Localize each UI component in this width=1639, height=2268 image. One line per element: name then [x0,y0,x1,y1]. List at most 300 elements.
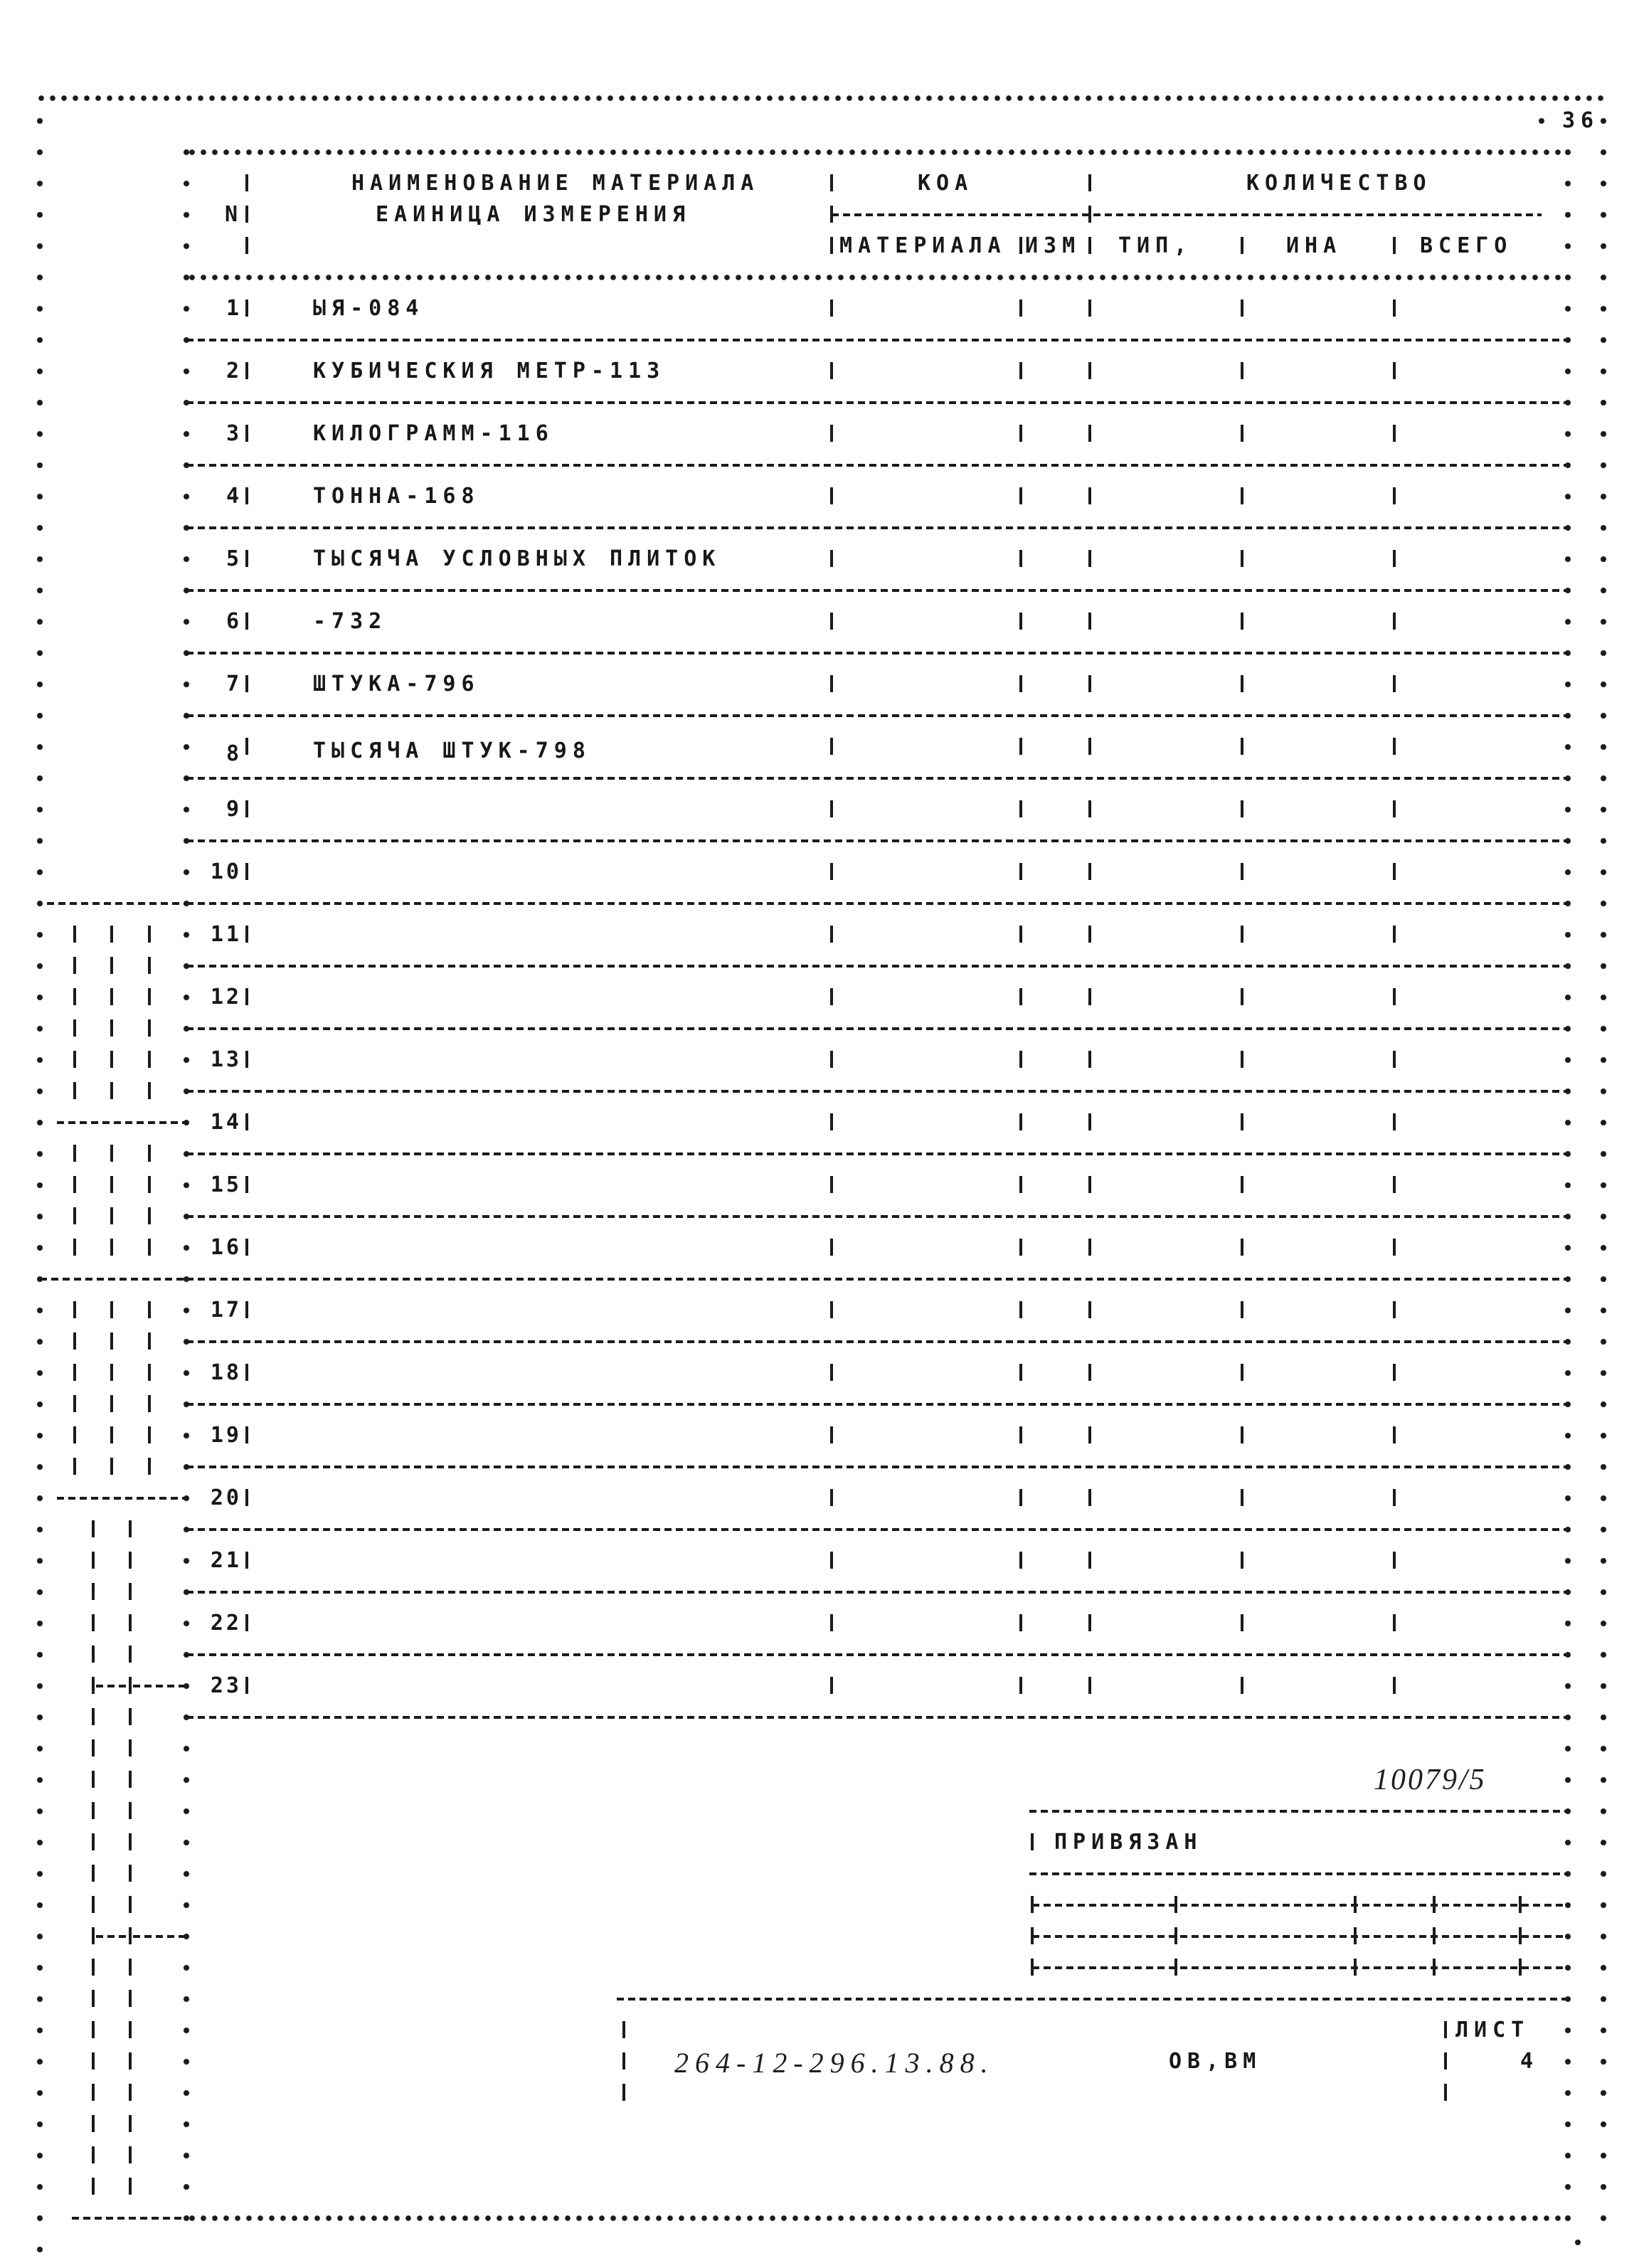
table-row-cell-bar [830,1426,833,1443]
table-row-cell-bar [830,863,833,880]
table-row-cell-bar [1088,1614,1091,1631]
page-number: 36 [1562,108,1600,133]
table-row-number: 7 [226,672,242,696]
table-row-separator [186,1027,1568,1030]
table-row-cell-bar [1241,1239,1243,1256]
table-row-cell-bar [830,550,833,567]
table-row-separator [186,714,1568,717]
table-row-number: 14 [210,1110,242,1135]
table-row-cell-bar [830,738,833,755]
binding-strip-rule [96,1935,127,1938]
table-row-number: 3 [226,421,242,446]
table-row-cell-bar [1019,1614,1022,1631]
binding-strip-rule [72,2217,186,2220]
table-row-number: 23 [210,1673,242,1698]
header-code: КОА [918,171,974,196]
table-row-cell-bar [1019,1677,1022,1694]
table-row-separator [186,902,1568,905]
table-row-material-name: ЫЯ-084 [313,296,425,321]
table-row-cell-bar [830,1113,833,1130]
table-row-cell-bar [1088,300,1091,317]
table-row-cell-bar [1393,1552,1396,1569]
table-row-cell-bar [1393,550,1396,567]
binding-strip-bar [73,1395,76,1412]
table-row-material-name: ТЫСЯЧА УСЛОВНЫХ ПЛИТОК [313,546,721,571]
binding-strip-bar [92,1646,95,1663]
table-row-cell-bar [1019,1364,1022,1381]
table-row-cell-bar [1019,1051,1022,1068]
table-row-number-bar [245,1552,248,1569]
table-row-cell-bar [1393,1051,1396,1068]
table-row-number-bar [245,487,248,504]
binding-strip-bar [129,1865,132,1882]
linked-label: ПРИВЯЗАН [1054,1830,1203,1855]
table-row-number: 15 [210,1172,242,1197]
binding-strip-bar [110,926,113,943]
table-row-number: 10 [210,859,242,884]
table-row-cell-bar [1019,1489,1022,1506]
table-row-cell-bar [1088,1051,1091,1068]
binding-strip-bar [148,1145,151,1162]
table-row-number: 17 [210,1298,242,1323]
table-row-cell-bar [1393,300,1396,317]
table-row-cell-bar [1241,1051,1243,1068]
table-row-cell-bar [830,1301,833,1318]
title-block-bar [622,2084,625,2101]
table-row-cell-bar [1241,1614,1243,1631]
binding-strip-bar [92,1614,95,1631]
binding-strip-bar [110,1458,113,1475]
binding-strip-rule [133,1935,186,1938]
title-block-bar [1444,2021,1447,2038]
table-row-cell-bar [1088,1176,1091,1193]
sheet-label: ЛИСТ [1455,2018,1530,2042]
table-row-material-name: ТЫСЯЧА ШТУК-798 [313,738,591,763]
table-row-separator [186,1215,1568,1218]
binding-strip-bar [92,1896,95,1913]
table-row-number-bar [245,1301,248,1318]
table-row-cell-bar [1393,1301,1396,1318]
table-row-number: 11 [210,922,242,947]
table-row-number: 20 [210,1485,242,1510]
table-row-cell-bar [1241,1426,1243,1443]
header-bar [1393,237,1396,254]
binding-strip-bar [73,1145,76,1162]
binding-strip-rule [40,1278,186,1281]
binding-strip-bar [129,1739,132,1756]
title-block-rule [1032,1935,1568,1938]
title-block-rule [1029,1872,1568,1875]
binding-strip-rule [57,1497,186,1500]
table-row-separator [186,526,1568,529]
table-row-cell-bar [1088,1113,1091,1130]
binding-strip-bar [148,1426,151,1443]
table-row-number-bar [245,425,248,442]
binding-strip-bar [148,1176,151,1193]
binding-strip-bar [148,1301,151,1318]
table-row-separator [186,1152,1568,1155]
table-row-cell-bar [1393,675,1396,692]
table-row-cell-bar [1019,738,1022,755]
table-row-cell-bar [1088,362,1091,379]
binding-strip-bar [110,1364,113,1381]
table-row-separator [186,1278,1568,1281]
table-row-number-bar [245,362,248,379]
page-frame-right [1600,105,1607,2234]
binding-strip-bar [73,1332,76,1350]
header-unit: ЕАИНИЦА ИЗМЕРЕНИЯ [376,202,691,227]
table-row-number-bar [245,613,248,630]
table-row-separator [186,1340,1568,1343]
table-row-cell-bar [1019,1176,1022,1193]
binding-strip-bar [73,1301,76,1318]
table-row-number: 12 [210,985,242,1010]
title-block-bar [622,2052,625,2070]
table-row-cell-bar [830,1176,833,1193]
table-row-cell-bar [830,1239,833,1256]
table-row-cell-bar [1088,1677,1091,1694]
binding-strip-bar [92,1833,95,1850]
table-row-separator [186,401,1568,404]
table-row-separator [186,589,1568,592]
table-row-number: 22 [210,1611,242,1636]
binding-strip-bar [92,1520,95,1537]
binding-strip-bar [92,1771,95,1788]
table-row-cell-bar [1393,1176,1396,1193]
table-row-number-bar [245,300,248,317]
table-row-cell-bar [1241,1176,1243,1193]
table-row-cell-bar [1019,988,1022,1005]
table-row-cell-bar [1088,1364,1091,1381]
binding-strip-bar [73,1051,76,1068]
binding-strip-bar [129,2021,132,2038]
table-row-material-name: ШТУКА-796 [313,672,480,696]
table-row-cell-bar [830,362,833,379]
binding-strip-bar [92,1802,95,1819]
table-row-cell-bar [830,1051,833,1068]
table-row-cell-bar [1241,738,1243,755]
table-row-cell-bar [1088,425,1091,442]
header-bar [245,206,248,223]
table-row-number: 13 [210,1047,242,1072]
binding-strip-bar [73,957,76,974]
table-row-number: 21 [210,1548,242,1573]
table-row-number-bar [245,738,248,755]
table-row-cell-bar [830,675,833,692]
binding-strip-bar [110,1019,113,1037]
table-row-cell-bar [1393,1614,1396,1631]
table-row-cell-bar [1019,800,1022,817]
binding-strip-bar [73,1364,76,1381]
binding-strip-bar [129,1959,132,1976]
title-block-rule [617,1998,1568,2001]
table-row-cell-bar [1393,988,1396,1005]
binding-strip-bar [129,1646,132,1663]
table-row-number-bar [245,1677,248,1694]
header-bar [1088,237,1091,254]
binding-strip-bar [148,1239,151,1256]
table-row-number-bar [245,863,248,880]
table-row-separator [186,1403,1568,1406]
header-bar [1088,174,1091,191]
binding-strip-bar [129,1771,132,1788]
table-row-cell-bar [1088,863,1091,880]
binding-strip-bar [73,1458,76,1475]
binding-strip-bar [129,1896,132,1913]
table-row-cell-bar [1088,1426,1091,1443]
table-row-cell-bar [1241,863,1243,880]
table-row-cell-bar [1088,800,1091,817]
table-row-cell-bar [1241,1677,1243,1694]
table-row-cell-bar [1393,1426,1396,1443]
table-row-cell-bar [1393,362,1396,379]
table-row-cell-bar [1019,487,1022,504]
table-row-number-bar [245,926,248,943]
table-row-cell-bar [1393,487,1396,504]
table-row-number-bar [245,1426,248,1443]
table-row-cell-bar [830,1677,833,1694]
table-row-separator [186,1466,1568,1468]
table-row-cell-bar [1241,425,1243,442]
table-row-cell-bar [1019,1301,1022,1318]
binding-strip-bar [148,1364,151,1381]
table-row-cell-bar [830,1614,833,1631]
binding-strip-rule [47,902,186,905]
binding-strip-bar [92,1708,95,1725]
table-row-separator [186,965,1568,968]
table-row-number: 6 [226,609,242,634]
binding-strip-bar [110,1332,113,1350]
table-row-cell-bar [1088,487,1091,504]
table-row-cell-bar [1241,362,1243,379]
binding-strip-bar [92,2084,95,2101]
binding-strip-bar [92,1739,95,1756]
binding-strip-bar [92,1677,95,1694]
binding-strip-bar [92,1990,95,2007]
binding-strip-bar [110,1051,113,1068]
binding-strip-bar [148,1082,151,1099]
table-row-separator [186,1716,1568,1719]
table-row-cell-bar [830,425,833,442]
binding-strip-bar [92,1583,95,1600]
table-row-cell-bar [830,988,833,1005]
table-row-cell-bar [1393,1113,1396,1130]
table-row-cell-bar [1019,926,1022,943]
table-row-separator [186,1528,1568,1531]
table-row-material-name: -732 [313,609,388,634]
table-row-cell-bar [1019,425,1022,442]
header-bar [245,174,248,191]
table-row-cell-bar [830,800,833,817]
binding-strip-bar [110,957,113,974]
header-bar [830,237,833,254]
table-row-cell-bar [1393,1489,1396,1506]
table-row-cell-bar [1088,926,1091,943]
table-row-cell-bar [830,613,833,630]
table-row-cell-bar [1241,487,1243,504]
table-row-number-bar [245,1489,248,1506]
binding-strip-bar [73,1176,76,1193]
header-quantity-total: ВСЕГО [1420,233,1513,258]
table-row-number: 9 [226,797,242,822]
binding-strip-bar [110,988,113,1005]
table-row-number: 4 [226,484,242,509]
table-row-cell-bar [1393,1677,1396,1694]
table-row-cell-bar [1241,1489,1243,1506]
table-row-number-bar [245,1113,248,1130]
binding-strip-bar [110,1301,113,1318]
table-row-separator [186,339,1568,341]
table-row-cell-bar [1088,1239,1091,1256]
binding-strip-bar [148,926,151,943]
table-row-cell-bar [830,1552,833,1569]
binding-strip-bar [129,1708,132,1725]
binding-strip-bar [92,2021,95,2038]
table-row-cell-bar [1019,1552,1022,1569]
title-block-bar [1444,2084,1447,2101]
binding-strip-bar [129,1552,132,1569]
table-row-number-bar [245,675,248,692]
table-row-number: 19 [210,1423,242,1448]
binding-strip-rule [57,1121,186,1124]
table-row-cell-bar [1088,675,1091,692]
binding-strip-bar [129,1833,132,1850]
table-row-number: 16 [210,1235,242,1260]
binding-strip-bar [129,1583,132,1600]
table-row-number-bar [245,988,248,1005]
binding-strip-bar [129,2146,132,2163]
table-row-cell-bar [1241,300,1243,317]
table-row-cell-bar [1241,1301,1243,1318]
table-row-cell-bar [1241,550,1243,567]
binding-strip-bar [92,2115,95,2132]
table-row-cell-bar [1241,800,1243,817]
table-row-separator [186,839,1568,842]
table-row-cell-bar [1088,988,1091,1005]
title-block-rule [1029,1810,1568,1813]
table-row-cell-bar [1241,675,1243,692]
binding-strip-bar [110,1145,113,1162]
table-row-cell-bar [1088,550,1091,567]
table-header-bottom-rule [186,274,1568,281]
binding-strip-bar [73,988,76,1005]
binding-strip-bar [92,1865,95,1882]
table-row-cell-bar [830,926,833,943]
binding-strip-bar [73,1082,76,1099]
table-row-material-name: ТОННА-168 [313,484,480,509]
table-frame-right [1564,137,1571,2234]
table-row-cell-bar [1241,613,1243,630]
page-frame-left [36,105,43,2265]
binding-strip-bar [110,1426,113,1443]
table-row-cell-bar [1088,738,1091,755]
table-row-cell-bar [1393,800,1396,817]
binding-strip-rule [96,1685,127,1687]
table-row-separator [186,1591,1568,1594]
sheet-number: 4 [1520,2049,1539,2074]
binding-strip-bar [148,1051,151,1068]
table-row-cell-bar [1019,300,1022,317]
table-row-cell-bar [1088,1489,1091,1506]
document-designation: 264-12-296.13.88. [674,2047,994,2079]
document-mark: ОВ,ВМ [1169,2049,1262,2074]
table-row-cell-bar [1393,1364,1396,1381]
header-code-material: МАТЕРИАЛА [839,233,1007,258]
table-row-number: 18 [210,1360,242,1385]
page-corner-dot [1575,2240,1581,2245]
header-code-unit: ИЗМ [1025,233,1081,258]
binding-strip-bar [92,2178,95,2195]
table-row-separator [186,464,1568,467]
table-row-cell-bar [1241,1552,1243,1569]
binding-strip-bar [92,2146,95,2163]
binding-strip-bar [148,988,151,1005]
binding-strip-bar [148,1019,151,1037]
table-row-cell-bar [1088,1301,1091,1318]
table-row-number-bar [245,550,248,567]
binding-strip-bar [73,1019,76,1037]
binding-strip-bar [110,1082,113,1099]
binding-strip-bar [129,2052,132,2070]
binding-strip-bar [129,1614,132,1631]
binding-strip-bar [129,2115,132,2132]
binding-strip-bar [92,2052,95,2070]
table-row-cell-bar [830,1489,833,1506]
binding-strip-rule [133,1685,186,1687]
drawing-number: 10079/5 [1374,1764,1487,1796]
binding-strip-bar [129,2084,132,2101]
table-header-top-rule [186,149,1568,156]
binding-strip-bar [129,1677,132,1694]
page-bottom-rule [186,2215,1568,2222]
header-bar [1241,237,1243,254]
page-frame-top [36,95,1609,102]
table-row-number: 2 [226,359,242,383]
binding-strip-bar [148,957,151,974]
binding-strip-bar [92,1552,95,1569]
table-row-cell-bar [1393,926,1396,943]
table-row-cell-bar [1393,863,1396,880]
binding-strip-bar [129,1927,132,1944]
table-row-number-bar [245,800,248,817]
binding-strip-bar [129,1990,132,2007]
table-row-cell-bar [1019,362,1022,379]
table-row-cell-bar [830,1364,833,1381]
title-block-rule [1032,1904,1568,1907]
binding-strip-bar [148,1458,151,1475]
table-row-cell-bar [1241,988,1243,1005]
table-row-separator [186,1090,1568,1093]
header-subdivider [832,213,1542,216]
table-row-cell-bar [830,487,833,504]
header-bar [1019,237,1022,254]
table-row-separator [186,1653,1568,1656]
table-row-separator [186,777,1568,780]
table-row-number-bar [245,1364,248,1381]
binding-strip-bar [148,1207,151,1224]
binding-strip-bar [73,926,76,943]
table-row-cell-bar [1019,1239,1022,1256]
header-quantity-individual: ИНА [1286,233,1342,258]
binding-strip-bar [110,1239,113,1256]
table-row-cell-bar [830,300,833,317]
table-row-number-bar [245,1176,248,1193]
table-row-number: 1 [226,296,242,321]
header-bar [830,174,833,191]
table-row-cell-bar [1019,1426,1022,1443]
table-row-number: 5 [226,546,242,571]
table-row-number-bar [245,1239,248,1256]
